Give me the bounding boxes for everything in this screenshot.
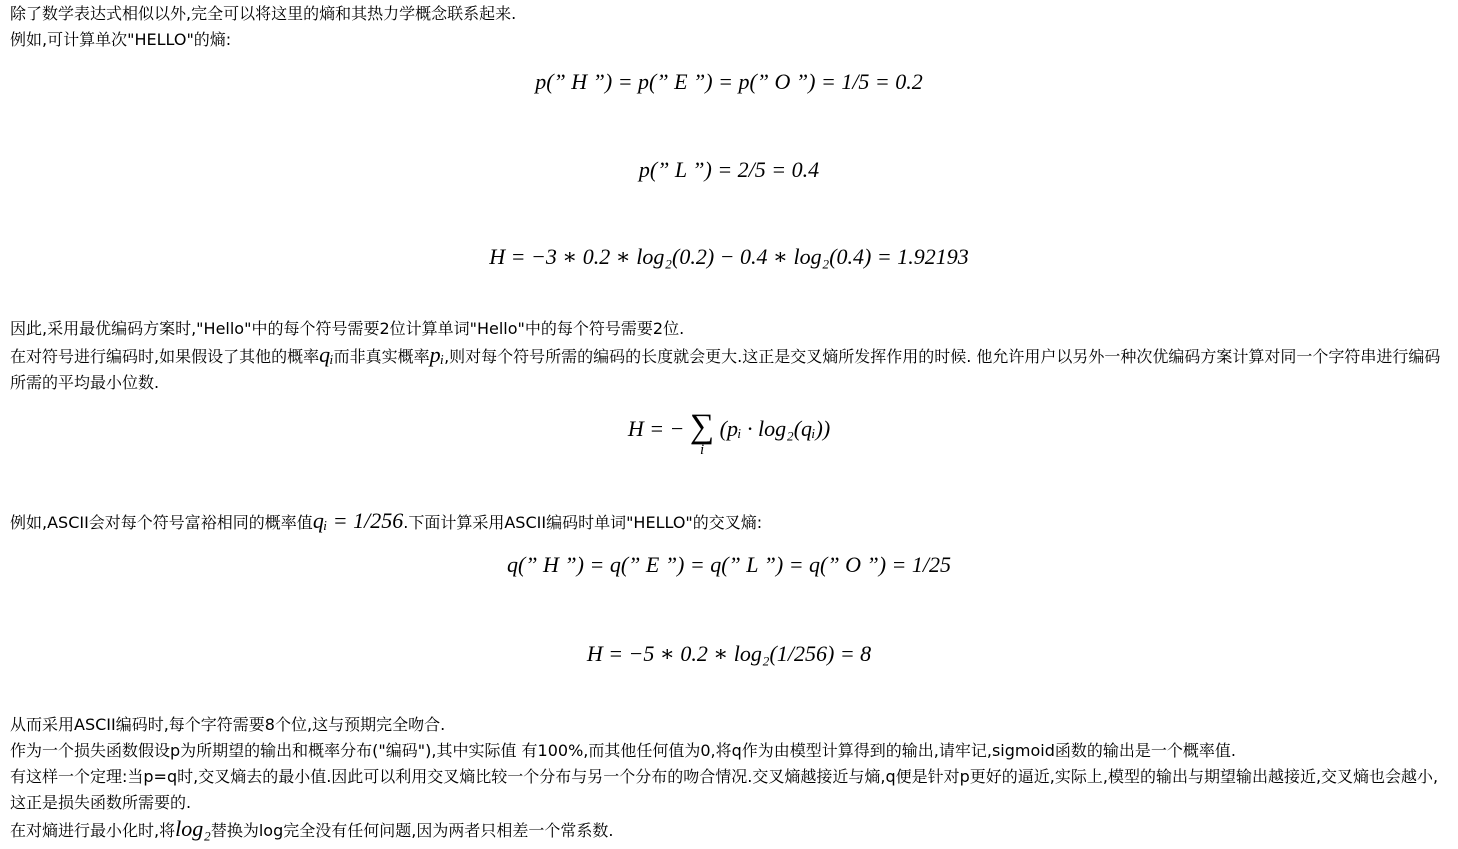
equation-lhs: H = − <box>627 416 685 442</box>
paragraph-optimal-coding: 因此,采用最优编码方案时,"Hello"中的每个符号需要2位计算单词"Hello"中的每个符号需要2位. <box>10 319 685 338</box>
paragraph-ascii-example <box>10 508 1450 536</box>
math-log2: log₂ <box>175 816 211 841</box>
paragraph-intro: 除了数学表达式相似以外,完全可以将这里的熵和其热力学概念联系起来. <box>10 4 517 23</box>
equation-prob-l: p(” L ”) = 2/5 = 0.4 <box>638 157 820 182</box>
math-qi: qᵢ <box>319 342 334 367</box>
text-segment: 在对熵进行最小化时,将 <box>10 821 176 840</box>
sigma-symbol: ∑ <box>689 408 715 445</box>
paragraph-example-hello: 例如,可计算单次"HELLO"的熵: <box>10 30 232 49</box>
text-segment: 例如,ASCII会对每个符号富裕相同的概率值 <box>10 513 313 532</box>
paragraph-cross-entropy-intro <box>10 342 1450 396</box>
equation-prob-h-e-o: p(” H ”) = p(” E ”) = p(” O ”) = 1/5 = 0.2 <box>535 69 923 94</box>
text-segment: 在对符号进行编码时,如果假设了其他的概率 <box>10 347 320 366</box>
paragraph-theorem: 有这样一个定理:当p=q时,交叉熵去的最小值.因此可以利用交叉熵比较一个分布与另一个分布的吻合情况.交叉熵越接近与熵,q便是针对p更好的逼近,实际上,模型的输出与期望输出越接近,交叉熵也会越小,这正是损失函数所需要的. <box>10 767 1439 812</box>
equation-cross-entropy <box>0 408 1458 458</box>
paragraph-minimization <box>10 816 1450 844</box>
text-segment: ,则对每个符号所需的编码的长度就会更大.这正是交叉熵所发挥作用的时候. 他允许用户以另外一种次优编码方案计算对同一个字符串进行编码所需的平均最小位数. <box>10 347 1441 392</box>
text-segment: 而非真实概率 <box>333 347 430 366</box>
sigma-subscript: i <box>699 442 705 458</box>
math-qi-eq: qᵢ = 1/256 <box>312 508 404 533</box>
text-segment: .下面计算采用ASCII编码时单词"HELLO"的交叉熵: <box>403 513 763 532</box>
equation-rhs: (pᵢ · log₂(qᵢ)) <box>719 416 831 442</box>
math-pi: pᵢ <box>429 342 445 367</box>
equation-q-values: q(” H ”) = q(” E ”) = q(” L ”) = q(” O ”) = 1/25 <box>506 552 952 577</box>
text-segment: 替换为log完全没有任何问题,因为两者只相差一个常系数. <box>210 821 614 840</box>
equation-entropy-hello: H = −3 ∗ 0.2 ∗ log₂(0.2) − 0.4 ∗ log₂(0.4) = 1.92193 <box>489 244 969 269</box>
summation <box>689 408 715 458</box>
equation-ascii-cross-entropy: H = −5 ∗ 0.2 ∗ log₂(1/256) = 8 <box>586 641 872 666</box>
paragraph-ascii-result: 从而采用ASCII编码时,每个字符需要8个位,这与预期完全吻合. <box>10 715 446 734</box>
paragraph-loss-function: 作为一个损失函数假设p为所期望的输出和概率分布("编码"),其中实际值 有100%,而其他任何值为0,将q作为由模型计算得到的输出,请牢记,sigmoid函数的输出是一个概率值. <box>10 741 1236 760</box>
